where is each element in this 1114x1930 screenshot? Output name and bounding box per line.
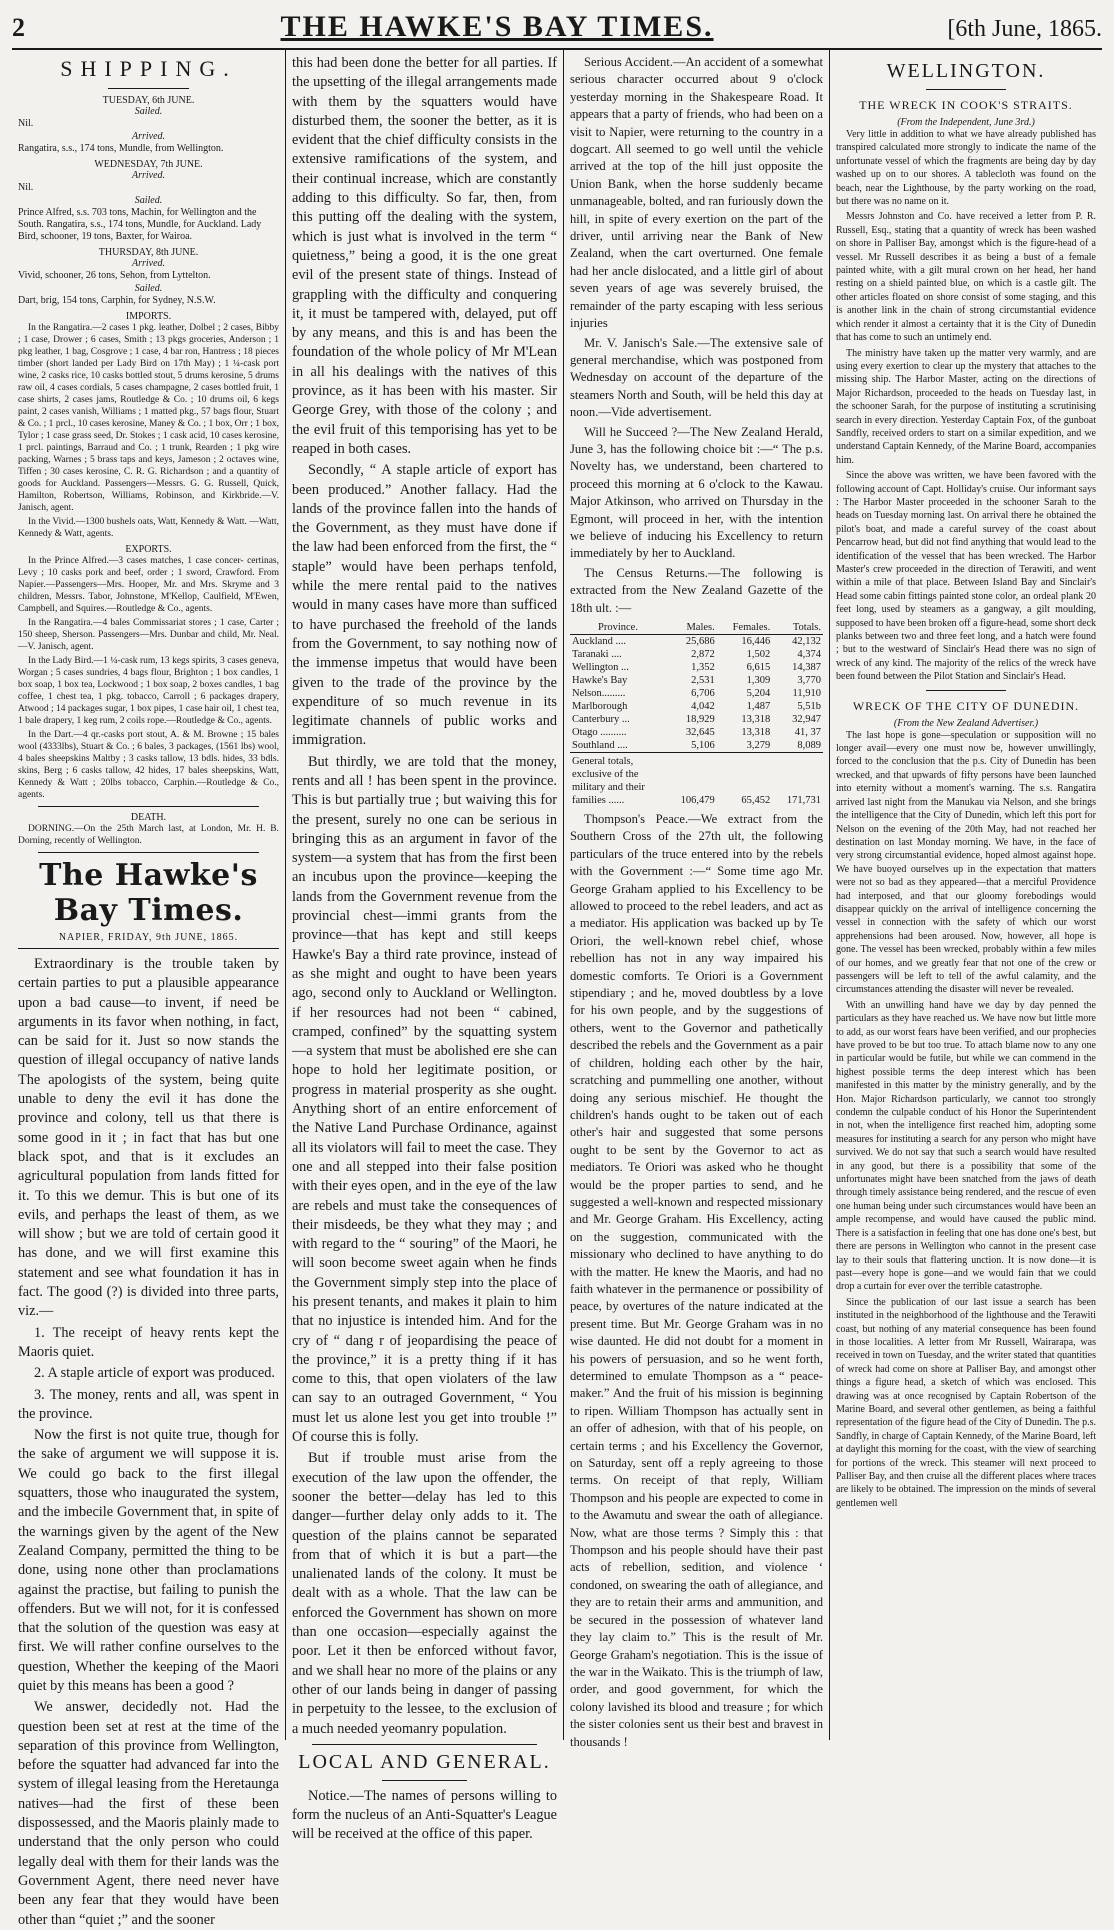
census-row — [570, 739, 823, 753]
arrived-entry: Rangatira, s.s., 174 tons, Mundle, from Wellington. — [18, 143, 224, 154]
census-cell: 6,706 — [691, 688, 715, 699]
article-paragraph: Since the publication of our last issue a search has been instituted in the neighborhood of the lighthouse and the Terawiti coast, but nothing of any material consequence has been found in those localities. A letter from Mr Russell, Wairarapa, was received in town on Tuesday, and the writer stated that quantities of wreck had come on shore at Palliser Bay, and amongst other things a figure head, a sketch of which was enclosed. This drawing was at once recognised by Captain Robertson of the Marine Board, and several other gentlemen, as being a faithful representation of the figure head of the City of Dunedin. The p.s. Sandfly, in charge of Captain Kennedy, of the Marine Board, left at daylight this morning for the coast, with the view of searching for portions of the wreck. This steamer will next proceed to Palliser Bay, and then cruise all the different places where traces are likely to be obtained. The impression on the minds of several gentlemen well — [836, 1296, 1096, 1509]
local-news-2 — [570, 811, 823, 1751]
census-body — [570, 635, 823, 808]
news-accident: Serious Accident.—An accident of a somewhat serious character occurred about 9 o'clock yesterday morning in the Shakespeare Road. It appears that a party of friends, who had been on a visit to Napier, were returning to the country in a dogcart. All seemed to go well until the vehicle arrived at the top of the hill just opposite the Union Bank, when the horse suddenly became unmanageable, bolted, and ran furiously down the hill, in spite of every exertion on the part of the driver, until arriving near the Bank of New Zealand, when the cart overturned. One female had her ancle dislocated, and a little girl of about seven years of age was severely bruised, the remainder of the party escaping with less serious injuries — [570, 55, 823, 331]
census-row — [570, 687, 823, 700]
arrived-label: Arrived. — [131, 131, 166, 142]
arrived-label: Arrived. — [131, 170, 166, 181]
editorial-paragraph: Secondly, “ A staple article of export has been produced.” Another fallacy. Had the lands of the province fallen into the hands of the Government, as they must have done if the law had been enforced from the first, the “ staple” would have been perhaps tenfold, while the mere rental paid to the natives would in many cases have more than sufficed to have purchased the freehold of the lands from the Government, to say nothing now of the immense impetus that would have been given to the trade of the province by the expenditure of so much revenue in its legitimate channels of public works and immigration. — [292, 462, 557, 749]
article-paragraph: Very little in addition to what we have already published has transpired calculated more strongly to indicate the name of the unfortunate vessel of which the fragments are being day by day washed up on to our shores. A tablecloth was found on the beach, near the Lighthouse, by the party working on the road, but there was no name on it. — [836, 129, 1096, 208]
news-succeed: Will he Succeed ?—The New Zealand Herald, June 3, has the following choice bit :—“ The p.s. Novelty has, we understand, been chartered to proceed this morning at 6 o'clock to the Kawau. Major Atkinson, who arrived on Thursday in the Egmont, will proceed in her, with the intention we believe of inducing his Excellency to return immediately by her to Auckland. — [570, 424, 823, 561]
census-cell: 16,446 — [741, 636, 771, 647]
article-paragraph: The last hope is gone—speculation or supposition will no longer avail—every one must now be, however unwillingly, forced to the conclusion that the p.s. City of Dunedin has been wrecked, and that upwards of fifty persons have been launched into eternity without a moment's warning. The s.s. Rangatira arrived last night from the Manukau via Nelson, and she brings the intelligence that the City of Dunedin, which left this port for Nelson on the evening of the 20th May, had not reached her destination on last Monday morning. We have, in the face of very strong circumstantial evidence, hoped almost against hope. We have buoyed ourselves up in the expectation that matters were not so bad as they appeared—that a merciful Providence had interposed, and that our gloomy forebodings would disappear quickly on the arrival of intelligence concerning the vessel in connection with the safety of which our worst apprehensions had been aroused. Now, however, all hope is gone. The vessel has been wrecked, probably within a few miles of our homes, and we greatly fear that not one of the crew or passengers will be left to tell of the awful calamity, and the circumstances attending the disaster will never be revealed. — [836, 729, 1096, 996]
editorial-paragraph: Now the first is not quite true, though for the sake of argument we will suppose it is. We could go back to the first illegal squatters, those who inaugurated the system, and the imbecile Government that, in spite of the warnings given by the agent of the New Zealand Company, permitted the thing to be done, using none other than proclamations against the practise, but failing to punish the offenders. But we will not, for it is confessed that the solution of the question was easy at first. We will rather confine ourselves to the question, Whether the keeping of the Maori quiet by this means has been a good ? — [18, 1427, 279, 1694]
census-cell: Taranaki .... — [572, 649, 622, 660]
news-peace: Thompson's Peace.—We extract from the Southern Cross of the 27th ult, the following particulars of the truce entered into by the rebels with the Government :—“ Some time ago Mr. George Graham applied to his Excellency to be allowed to proceed to the rebel leaders, and act as a mediator. His application was backed up by Te Oriori, the well-known rebel chief, whose rebellion has not in any way impaired his domestic comforts. Te Oriori is a Government stipendiary ; and he, moved doubtless by a love for his own people, and by the suggestions of others, went to the Governor and pathetically described the rebels and the Government as a pair of children, holding each other by the hair, scratching and pummelling one another, without doing any serious mischief. He thought the children's hands ought to be taken out of each other's hair and suggested that some persons ought to be sent by the Governor to act as mediators. Te Oriori was asked who he thought would be the proper parties to send, and he suggested a well-known and respected missionary and Mr. George Graham. His Excellency, acting on the suggestion, communicated with the missionary who declined to have anything to do with the matter. He knew the Maoris, and had no faith whatever in the permanence or possibility of peace, by overtures of the nature indicated at the present time. But Mr. George Graham was in no wise daunted. He did not doubt for a moment in his powers of persuasion, and so he went forth, determined to emulate Thompson as a “ peace-maker.” And the fruit of his mission is beginning to ripen. William Thompson has actually sent in an offer of adhesion, with that of his people, on certain terms ; and his Excellency the Governor, on Saturday, sent off a reply agreeing to those terms. On receipt of that reply, William Thompson and his people are expected to come in to the Awamutu and swear the oath of allegiance. Now, what are those terms ? Simply this : that Thompson and his people should have their past acts of rebellion, sedition, and violence ‘ condoned, on swearing the oath of allegiance, and they are to retain their arms and ammunition, and be secured in the possession of whatever land they lay claim to.” This is the result of Mr. George Graham's negotiation. This is the issue of the war in the Waikato. This is the triumph of law, order, and good government, for which the colony lavished its blood and treasure ; for which the sister colonies sent us their best and bravest in thousands ! — [570, 812, 823, 1749]
wellington-heading: WELLINGTON. — [886, 60, 1046, 82]
census-row — [570, 713, 823, 726]
editorial-paragraph: Extraordinary is the trouble taken by certain parties to put a plausible appearance upon a bad cause—to invent, if need be arguments in its favor when nothing, in fact, can be said for it. Just so now stands the question of illegal occupancy of native lands The apologists of the system, being quite unable to deny the evil it has done the province and colony, tell us that there is some good in it ; in fact that has but one black spot, and that is it excludes an agricultural population from lands fitted for it. To this we demur. This is but one of its evils, and perhaps the least of them, as we will show ; but we are told of certain good it has done, and we will first examine this statement and see what foundation it has in fact. The good (?) is divided into three parts, viz.— — [18, 956, 279, 1320]
shipping-day: THURSDAY, 8th JUNE. — [98, 247, 199, 258]
wreck-article — [836, 128, 1096, 684]
source-line: (From the Independent, June 3rd.) — [897, 117, 1035, 128]
article-paragraph: The ministry have taken up the matter very warmly, and are using every exertion to clear up the mystery that attaches to the missing ship. The Harbor Master, acting on the directions of Major Richardson, proceeded to the heads on Tuesday last, in the schooner Sarah, for the purpose of instituting a scrutinising search in every direction. Yesterday Captain Fox, of the gunboat Sandfly, received orders to start on a similar expedition, and we understand Captain Kennedy, of the Marine Board, accompanies him. — [836, 347, 1096, 466]
source-line: (From the New Zealand Advertiser.) — [893, 717, 1039, 729]
census-total: 171,731 — [772, 753, 823, 808]
census-cell: 41, 37 — [794, 727, 821, 738]
page-number: 2 — [12, 13, 25, 42]
editorial-paragraph: But if trouble must arise from the execution of the law upon the offender, the sooner the better—delay has led to this danger—further delay only adds to it. The question of the plains cannot be separated from that of which it is but a part—the unalienated lands of the colony. It must be dealt with as a whole. That the law can be enforced the Government has shown on more than one occasion—especially against the poor. Let it then be enforced without favor, and we shall hear no more of the plains or any other of our lands being in danger of passing in perpetuity to the lessee, to the exclusion of a much needed yeomanry population. — [292, 1450, 557, 1737]
divider — [38, 852, 259, 853]
shipping-day: WEDNESDAY, 7th JUNE. — [94, 159, 203, 170]
column-wellington — [830, 50, 1102, 1740]
census-header: Province. — [570, 621, 666, 635]
news-sale: Mr. V. Janisch's Sale.—The extensive sale of general merchandise, which was postponed from Wednesday on account of the departure of the steamers North and South, will be held this day at noon.—Vide advertisement. — [570, 335, 823, 420]
columns — [12, 50, 1102, 1928]
editorial-paragraph: 2. A staple article of export was produced. — [34, 1365, 275, 1382]
census-header: Males. — [666, 621, 717, 635]
census-table — [570, 621, 823, 807]
import-entry: In the Rangatira.—2 cases 1 pkg. leather, Dolbel ; 2 cases, Bibby ; 1 case, Drower ; 6 cases, Smith ; 13 pkgs groceries, Anderson ; 1 pkg leather, 1 bag, Cosgrove ; 1 case, 4 bar ron, Hantress ; 18 pieces timber (short landed per Lady Bird on 17th May) ; 1 ¼-cask port wine, 2 casks rice, 10 casks bottled stout, 5 drums kerosine, 5 drums raw oil, 4 cases cordials, 5 cases champagne, 2 cases bottled fruit, 1 case shirts, 2 cases jams, Routledge & Co. ; 10 drums oil, 6 kegs paint, 2 cases vanish, Williams ; 1 matted pkg., 57 bags flour, Stuart & Co. ; 1 prcl., 10 cases kerosine, Maney & Co. ; 1 box, Orr ; 1 box, Tylor ; 1 case grass seed, Dr. Stokes ; 1 cask acid, 10 cases kerosine, 1 prcl. paintings, Barraud and Co. ; 1 trunk, Rearden ; 1 pkg wire packing, Warnes ; 5 brass taps and keys, Jameson ; 2 octaves wine, Tiffen ; 30 cases kerosine, C. R. G. Richardson ; and a quantity of goods for Auckland. Passengers—Messrs. G. G. Russell, Quick, Hamilton, Robertson, Williams, Robinson, and Kirkbride.—V. Janisch, agent. — [18, 323, 279, 513]
divider — [926, 89, 1006, 90]
census-cell: 4,042 — [691, 701, 715, 712]
article-paragraph: Messrs Johnston and Co. have received a letter from P. R. Russell, Esq., stating that a quantity of wreck has been washed on shore in Palliser Bay, amongst which is the figure-head of a vessel. Mr Russell describes it as being a bust of a female painted white, with a gilt mural crown on her head, her hand resting on a shield painted blue, on which is a castle gilt. The other articles floated on shore consist of some staging, and this is another link in the chain of strong circumstantial evidence which render it almost a certainty that it is the City of Dunedin that has come to such an untimely end. — [836, 211, 1096, 344]
imports-list — [18, 322, 279, 540]
census-cell: 5,51b — [797, 701, 821, 712]
column-local-news — [564, 50, 830, 1749]
census-cell: Wellington ... — [572, 662, 629, 673]
editorial-body — [18, 955, 279, 1930]
census-cell: 2,872 — [691, 649, 715, 660]
census-cell: 32,645 — [685, 727, 715, 738]
divider — [108, 88, 189, 89]
sailed-label: Sailed. — [134, 283, 163, 294]
editorial-paragraph: But thirdly, we are told that the money, rents and all ! has been spent in the province. This is but partially true ; but waiving this for the present, surely no one can be serious in bringing this as an argument in favor of the system—a system that has from the first been an incubus upon the province—keeping the lands from the Government revenue from the provincial chest—immi grants from the province—that has kept and still keeps Hawke's Bay a third rate province, instead of as she might and ought to have been years ago, second only to Auckland or Wellington. if her resources had not been “ cabined, cramped, confined” by the squatting system—a system that must be abolished ere she can hope to hold her legitimate position, or progress in material prosperity as she ought. Anything short of an entire enforcement of the Native Land Purchase Ordinance, against all its violators will fail to meet the case. They one and all stepped into their false position with their eyes open, and in the eye of the law are rebels and must take the consequences of their misdeeds, be they what they may ; and with regard to the “ souring” of the Maori, he will soon become sweet again when he finds the Government simply step into the place of his present tenants, and makes it plain to him that no injustice is intended him. And for the cry of “ dang r of jeopardising the peace of the province,” it is a pretty thing if it has come to this, that open violaters of the law can say to an outraged Government, “ You must let us alone lest you get into trouble !” Of course this is folly. — [292, 753, 557, 1446]
census-cell: 5,204 — [746, 688, 771, 699]
census-row — [570, 648, 823, 661]
sailed-entry: Dart, brig, 154 tons, Carphin, for Sydney, N.S.W. — [18, 295, 216, 306]
arrived-entry: Vivid, schooner, 26 tons, Sehon, from Lyttelton. — [18, 270, 211, 281]
census-total: 106,479 — [666, 753, 717, 808]
census-cell: 5,106 — [691, 740, 715, 751]
census-cell: 25,686 — [685, 636, 715, 647]
census-cell: Marlborough — [572, 701, 628, 712]
newspaper-title: THE HAWKE'S BAY TIMES. — [280, 10, 714, 43]
dateline: NAPIER, FRIDAY, 9th JUNE, 1865. — [18, 932, 279, 949]
masthead — [12, 10, 1102, 50]
census-cell: Nelson......... — [572, 688, 626, 699]
census-cell: 1,502 — [746, 649, 771, 660]
census-cell: 1,487 — [746, 701, 771, 712]
news-census-intro: The Census Returns.—The following is extracted from the New Zealand Gazette of the 18th ult. :— — [570, 565, 823, 615]
census-cell: 14,387 — [792, 662, 821, 673]
article-paragraph: With an unwilling hand have we day by day penned the particulars as they have reached us. We have now but little more to add, as our worst fears have been verified, and our prophecies have proved to be but too true. To attach blame now to any one in particular would be futile, but while we can commend in the highest possible terms the deep interest which has been manifested in this matter by the ministry generally, and by the Hon. Major Richardson particularly, we cannot too strongly condemn the culpable conduct of his Honor the Superintendent in not, when the intelligence first reached him, adopting some measures for instituting a search for any person who might have survived. We do not say that such a search would have resulted in any good, but there is a possibility that some of the unfortunates might have been snatched from the jaws of death through timely assistance being rendered, and the rescue of even one human being under such circumstances would have been an ample recompense, and would have caused the public mind. There is a satisfaction in feeling that one has done one's best, but there are persons in Wellington who cannot in the present case lay to their souls that flattering unction. It is now done—it is past—every hope is gone—and we would fain that we could drop a curtain for ever over the terrible catastrophe. — [836, 999, 1096, 1293]
death-notice — [18, 823, 279, 847]
census-header-row — [570, 621, 823, 635]
sailed-entry: Nil. — [18, 118, 34, 129]
shipping-day: TUESDAY, 6th JUNE. — [102, 95, 195, 106]
nameplate: The Hawke's Bay Times. — [39, 858, 258, 928]
exports-heading: EXPORTS. — [125, 544, 172, 555]
divider — [312, 1744, 537, 1745]
import-entry: In the Vivid.—1300 bushels oats, Watt, Kennedy & Watt. —Watt, Kennedy & Watt, agents. — [18, 517, 279, 539]
export-entry: In the Lady Bird.—1 ¼-cask rum, 13 kegs spirits, 3 cases geneva, Worgan ; 5 cases sundries, 4 bags flour, Brighton ; 1 box candles, 1 box soap, 1 box tea, Lockwood ; 1 box soap, 2 boxes candles, 1 bag coffee, 1 chest tea, 1 pkg. tobacco, Carroll ; 6 packages drapery, Atwood ; 14 packages sugar, 1 box pipes, 1 case hair oil, 1 chest tea, 1 bale drapery, 1 keg rum, 2 coils rope.—Routledge & Co., agents. — [18, 656, 279, 726]
census-cell: Canterbury ... — [572, 714, 630, 725]
issue-date: [6th June, 1865. — [947, 16, 1102, 42]
census-cell: 4,374 — [797, 649, 821, 660]
export-entry: In the Prince Alfred.—3 cases matches, 1 case concer- certinas, Levy ; 10 casks pork and beef, order ; 1 sword, Crawford. From Napier.—Passengers—Mrs. Hooper, Mr. and Mrs. Skryme and 3 children, Messrs. Tabor, Johnstone, M'Kellop, Caulfield, M'Ewen, Campbell, and Squires.—Routledge & Co., agents. — [18, 556, 279, 614]
column-shipping — [12, 50, 286, 1928]
local-general-heading: LOCAL AND GENERAL. — [298, 1750, 551, 1773]
census-cell: 11,910 — [792, 688, 821, 699]
editorial-paragraph: this had been done the better for all parties. If the upsetting of the illegal arrangements made with them by the squatters would have disturbed them, the sooner the better, as it is evident that the chief difficulty consists in the extensive ramifications of the system, and their continual increase, which are constantly adding to this difficulty. So far, then, from this putting off the dealing with the system, which is just what is involved in the term “ quietness,” being a good, it is the one great evil of the present state of things. Instead of grappling with the difficulty and conquering it, it must be tampered with, delayed, put off by any means, and this is and has been the foundation of the whole policy of Mr M'Lean in all his dealings with the natives of this province, as it has been with his master. Sir George Grey, with those of the colony ; and the evil fruit of this temporising has yet to be reaped in both cases. — [292, 55, 557, 457]
census-cell: 1,309 — [746, 675, 771, 686]
local-news — [570, 54, 823, 617]
sailed-label: Sailed. — [134, 195, 163, 206]
article-paragraph: Since the above was written, we have been favored with the following account of Capt. Holliday's cruise. Our informant says : The Harbor Master proceeded in the schooner Sarah to the heads on Tuesday morning last. On arrival there he obtained the pilot's boat, and made a careful survey of the coast about Pencarrow head, but did not find anything that would lead to the identification of the vessel that has been wrecked. The Harbor Master's crew proceeded in the direction of Terawiti, and went within a mile of that place. Between Island Bay and Sinclair's Head some cabin fittings painted stone color, an ordeal plank 20 feet long, used by steamers as a gangway, a gilt moulding, supposed to have been broken off a figure-head, some short deck planks between two and three feet long, and a hatch were found ; but to the westward of Sinclair's Head there was no sign of wreck of any kind. The majority of the relics of the wreck have been found between the Pilot Station and Sinclair's Head. — [836, 470, 1097, 683]
census-row — [570, 700, 823, 713]
census-header: Totals. — [772, 621, 823, 635]
editorial-paragraph: 1. The receipt of heavy rents kept the Maoris quiet. — [18, 1324, 279, 1360]
census-total: 65,452 — [717, 753, 772, 808]
arrived-label: Arrived. — [131, 258, 166, 269]
editorial-paragraph: We answer, decidedly not. Had the question been set at rest at the time of the separation of this province from Wellington, before the squatter had advanced far into the system of illegal leasing from the Heretaunga natives—had the first of these been dispossessed, and the Maoris plainly made to understand that the only person who could legally deal with them for their lands was the Government Agent, there need never have been any fear that they would have been other than “quiet ;” and the sooner — [18, 1699, 279, 1928]
census-total-row — [570, 753, 823, 808]
census-cell: Southland .... — [572, 740, 628, 751]
census-cell: 6,615 — [746, 662, 771, 673]
census-cell: 13,318 — [741, 727, 771, 738]
census-cell: 32,947 — [792, 714, 821, 725]
census-cell: 1,352 — [691, 662, 715, 673]
census-cell: 3,770 — [797, 675, 821, 686]
editorial-paragraph: 3. The money, rents and all, was spent in the province. — [18, 1386, 279, 1422]
census-cell: Otago .......... — [572, 727, 627, 738]
dunedin-article — [836, 729, 1096, 1511]
column-editorial — [286, 50, 564, 1843]
shipping-heading: SHIPPING. — [60, 56, 237, 81]
editorial-continued — [292, 54, 557, 1739]
exports-list — [18, 555, 279, 801]
census-row — [570, 726, 823, 739]
export-entry: In the Dart.—4 qr.-casks port stout, A. & M. Browne ; 15 bales wool (4333lbs), Stuart & Co. ; 6 bales, 3 packages, (1561 lbs) wool, 4 bales sheepskins Maltby ; 3 casks tallow, 13 bdls. hides, 33 bdls. skins, Berg ; 6 casks tallow, 42 hides, 17 bales sheepskins, Watt, Kennedy & Watt ; 20lbs tobacco, Carphin.—Routledge & Co., agents. — [18, 730, 279, 800]
census-total-label: General totals, exclusive of the military and their families ...... — [570, 753, 666, 808]
census-cell: 2,531 — [691, 675, 715, 686]
census-cell: 13,318 — [741, 714, 771, 725]
death-heading: DEATH. — [130, 812, 167, 823]
export-entry: In the Rangatira.—4 bales Commissariat stores ; 1 case, Carter ; 150 sheep, Sherson. Passengers—Mrs. Dunbar and child, Mr. Neal.—V. Janisch, agent. — [18, 618, 279, 652]
census-header: Females. — [717, 621, 772, 635]
census-row — [570, 674, 823, 687]
divider — [38, 806, 259, 807]
census-row — [570, 661, 823, 674]
census-cell: 8,089 — [797, 740, 821, 751]
divider — [926, 690, 1006, 691]
death-entry: DORNING.—On the 25th March last, at London, Mr. H. B. Dorning, recently of Wellington. — [18, 824, 279, 846]
imports-heading: IMPORTS. — [125, 311, 172, 322]
census-cell: Hawke's Bay — [572, 675, 628, 686]
divider — [382, 1780, 467, 1781]
arrived-entry: Nil. — [18, 182, 34, 193]
census-row — [570, 635, 823, 649]
dunedin-heading: WRECK OF THE CITY OF DUNEDIN. — [852, 698, 1080, 713]
sailed-label: Sailed. — [134, 106, 163, 117]
census-cell: 42,132 — [792, 636, 821, 647]
wreck-heading: THE WRECK IN COOK'S STRAITS. — [859, 98, 1073, 112]
notice-paragraph: Notice.—The names of persons willing to form the nucleus of an Anti-Squatter's League will be received at the office of this paper. — [292, 1787, 557, 1843]
sailed-entry: Prince Alfred, s.s. 703 tons, Machin, for Wellington and the South. Rangatira, s.s., 174 tons, Mundle, for Auckland. Lady Bird, schooner, 19 tons, Baxter, for Wairoa. — [18, 207, 262, 242]
census-cell: 3,279 — [746, 740, 771, 751]
notice — [292, 1787, 557, 1845]
census-cell: 18,929 — [685, 714, 715, 725]
census-cell: Auckland .... — [572, 636, 626, 647]
